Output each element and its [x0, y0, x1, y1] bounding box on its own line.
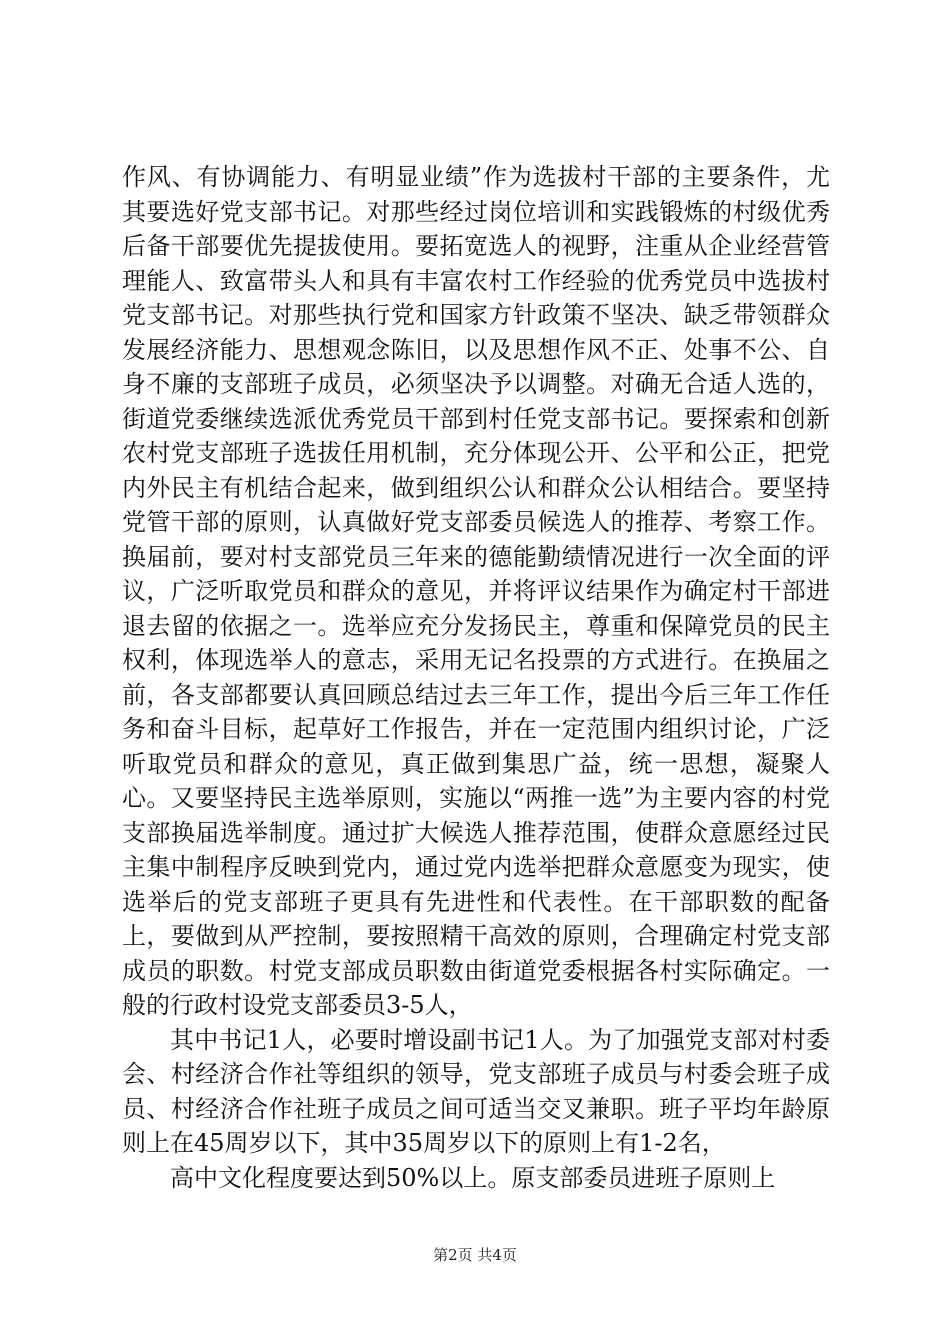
paragraph-1: 作风、有协调能力、有明显业绩”作为选拔村干部的主要条件，尤其要选好党支部书记。对那些经过岗位培训和实践锻炼的村级优秀后备干部要优先提拔使用。要拓宽选人的视野，注重从企业经营管理能人、致富带头人和具有丰富农村工作经验的优秀党员中选拔村党支部书记。对那些执行党和国家方针政策不坚决、缺乏带领群众发展经济能力、思想观念陈旧，以及思想作风不正、处事不公、自身不廉的支部班子成员，必须坚决予以调整。对确无合适人选的，街道党委继续选派优秀党员干部到村任党支部书记。要探索和创新农村党支部班子选拔任用机制，充分体现公开、公平和公正，把党内外民主有机结合起来，做到组织公认和群众公认相结合。要坚持党管干部的原则，认真做好党支部委员候选人的推荐、考察工作。换届前，要对村支部党员三年来的德能勤绩情况进行一次全面的评议，广泛听取党员和群众的意见，并将评议结果作为确定村干部进退去留的依据之一。选举应充分发扬民主，尊重和保障党员的民主权利，体现选举人的意志，采用无记名投票的方式进行。在换届之前，各支部都要认真回顾总结过去三年工作，提出今后三年工作任务和奋斗目标，起草好工作报告，并在一定范围内组织讨论，广泛听取党员和群众的意见，真正做到集思广益，统一思想，凝聚人心。又要坚持民主选举原则，实施以“两推一选”为主要内容的村党支部换届选举制度。通过扩大候选人推荐范围，使群众意愿经过民主集中制程序反映到党内，通过党内选举把群众意愿变为现实，使选举后的党支部班子更具有先进性和代表性。在干部职数的配备上，要做到从严控制，要按照精干高效的原则，合理确定村党支部成员的职数。村党支部成员职数由街道党委根据各村实际确定。一般的行政村设党支部委员3-5人，	[122, 163, 830, 1019]
page-footer: 第2页 共4页	[433, 1246, 517, 1264]
paragraph-2: 其中书记1人，必要时增设副书记1人。为了加强党支部对村委会、村经济合作社等组织的领导，党支部班子成员与村委会班子成员、村经济合作社班子成员之间可适当交叉兼职。班子平均年龄原则上在45周岁以下，其中35周岁以下的原则上有1-2名，	[122, 1025, 830, 1157]
paragraph-3: 高中文化程度要达到50%以上。原支部委员进班子原则上	[170, 1163, 776, 1192]
body-text	[122, 160, 830, 1195]
